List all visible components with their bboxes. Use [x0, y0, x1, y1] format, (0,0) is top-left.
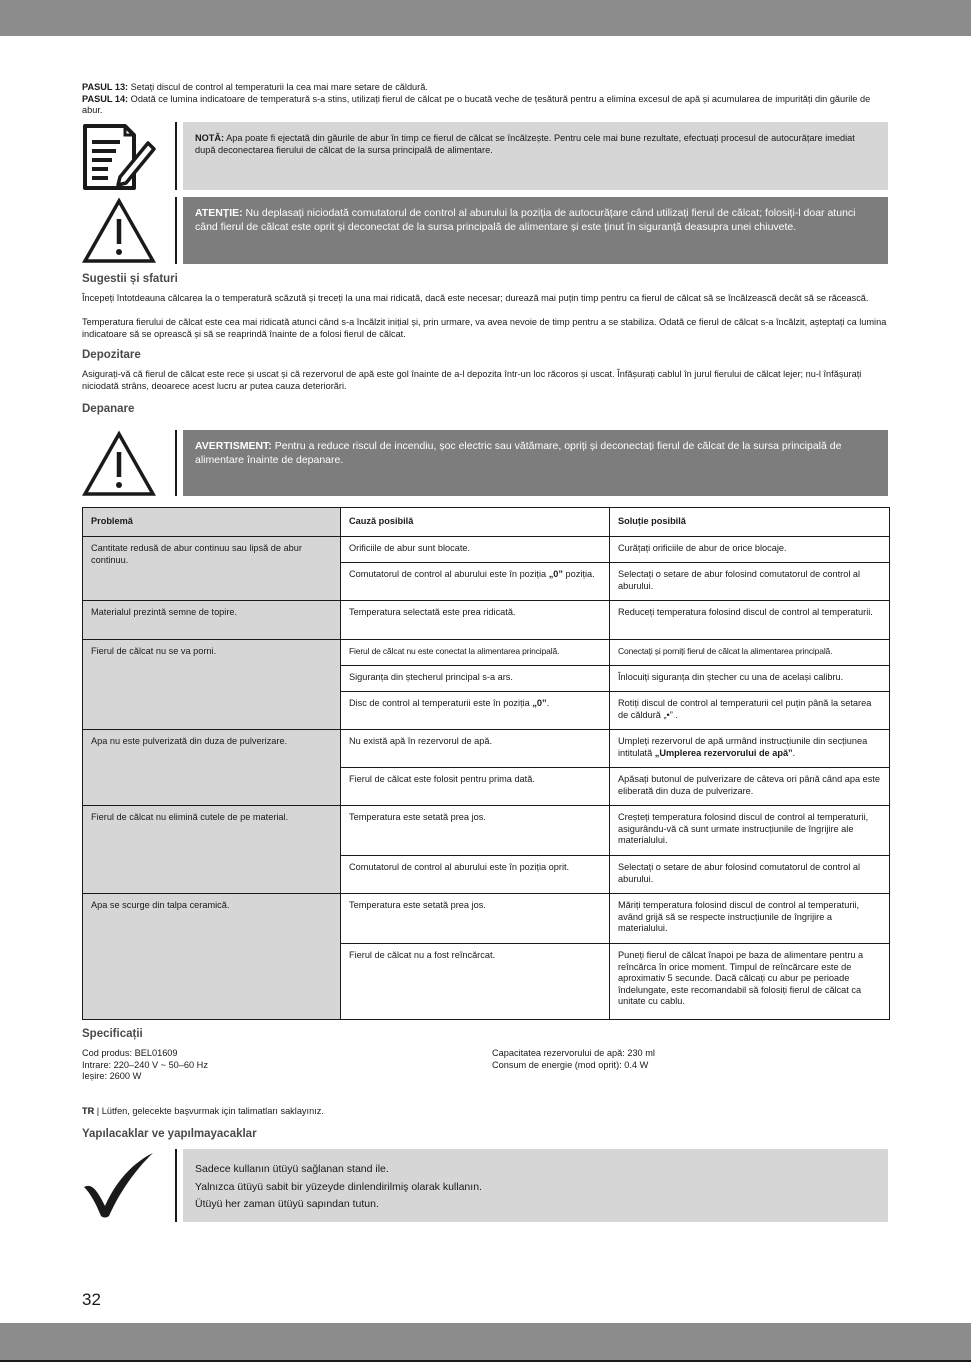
troubleshooting-table: [82, 507, 890, 1020]
cause-cell: Fierul de călcat este folosit pentru prima dată.: [341, 768, 610, 806]
specs-left: [82, 1048, 462, 1083]
dos-divider: [175, 1149, 177, 1222]
problem-cell: Materialul prezintă semne de topire.: [83, 601, 341, 640]
cause-cell: Disc de control al temperaturii este în poziția „0”.: [341, 692, 610, 730]
tips-paragraph-2: Temperatura fierului de călcat este cea mai ridicată atunci când s-a încălzit inițial și, prin urmare, va avea nevoie de timp pentru a se stabiliza. Odată ce fierul de călcat s-a încălzit, așteptați ca lumina indicatoare să se oprească și să se reaprindă înainte de a folosi fierul de călcat.: [82, 317, 887, 339]
note-text: NOTĂ: Apa poate fi ejectată din găurile de abur în timp ce fierul de călcat se încălzește. Pentru cele mai bune rezultate, efectuați procesul de autocurățare imediat după deconectarea fierului de călcat de la sursa principală de alimentare.: [195, 133, 855, 155]
warning-notice: [82, 430, 888, 496]
cause-cell: Temperatura este setată prea jos.: [341, 806, 610, 856]
tr-heading: Yapılacaklar ve yapılmayacaklar: [82, 1128, 257, 1140]
solution-cell: Apăsați butonul de pulverizare de câteva ori până când apa este eliberată din duza de pulverizare.: [610, 768, 890, 806]
note-pencil-icon: [82, 122, 156, 190]
problem-cell: Apa se scurge din talpa ceramică.: [83, 894, 341, 1020]
note-divider: [175, 122, 177, 190]
solution-cell: Selectați o setare de abur folosind comutatorul de control al aburului.: [610, 563, 890, 601]
solution-cell: Puneți fierul de călcat înapoi pe baza de alimentare pentru a reîncărca în orice moment. Timpul de reîncărcare este de aproximativ 5 secunde. Dacă călcați cu abur pe perioade îndelungate, este recomandabil să folosiți fierul de călcat ca unitate cu cablu.: [610, 944, 890, 1020]
cause-cell: Fierul de călcat nu este conectat la alimentarea principală.: [341, 640, 610, 666]
problem-cell: Fierul de călcat nu elimină cutele de pe material.: [83, 806, 341, 894]
solution-cell: Conectați și porniți fierul de călcat la alimentarea principală.: [610, 640, 890, 666]
table-row: [83, 730, 890, 768]
cause-cell: Nu există apă în rezervorul de apă.: [341, 730, 610, 768]
table-row: [83, 806, 890, 856]
storage-paragraph: Asigurați-vă că fierul de călcat este rece și uscat și că rezervorul de apă este gol înainte de a-l depozita într-un loc răcoros și uscat. Înfășurați cablul în jurul fierului de călcat lejer; nu-l înfășurați niciodată strâns, deoarece acest lucru ar putea cauza deteriorări.: [82, 369, 862, 391]
solution-cell: Măriți temperatura folosind discul de control al temperaturii, având grijă să se respecte instrucțiunile de îngrijire a materialului.: [610, 894, 890, 944]
dos-line: Ütüyü her zaman ütüyü sapından tutun.: [195, 1198, 379, 1210]
cause-cell: Orificiile de abur sunt blocate.: [341, 537, 610, 563]
warning-text: AVERTISMENT: Pentru a reduce riscul de incendiu, șoc electric sau vătămare, opriți și deconectați fierul de călcat de la sursa principală de alimentare înainte de depanare.: [195, 440, 842, 466]
page-number: 32: [82, 1290, 101, 1309]
caution-text: ATENȚIE: Nu deplasați niciodată comutatorul de control al aburului la poziția de autocurățare când utilizați fierul de călcat; folosiți-l doar atunci când fierul de călcat este oprit și deconectat de la sursa principală de alimentare și este ținut în siguranță deasupra unei chiuvete.: [195, 207, 856, 233]
caution-notice: [82, 197, 888, 264]
header-problem: Problemă: [83, 508, 341, 537]
storage-heading: Depozitare: [82, 349, 141, 361]
cause-cell: Temperatura selectată este prea ridicată.: [341, 601, 610, 640]
specs-right: [492, 1048, 872, 1071]
solution-cell: Curățați orificiile de abur de orice blocaje.: [610, 537, 890, 563]
spec-line: Ieșire: 2600 W: [82, 1071, 142, 1081]
cause-cell: Fierul de călcat nu a fost reîncărcat.: [341, 944, 610, 1020]
solution-cell: Umpleți rezervorul de apă urmând instrucțiunile din secțiunea intitulată „Umplerea rezervorului de apă”.: [610, 730, 890, 768]
tr-intro: TR | Lütfen, gelecekte başvurmak için talimatları saklayınız.: [82, 1106, 324, 1116]
cause-cell: Comutatorul de control al aburului este în poziția „0” poziția.: [341, 563, 610, 601]
table-row: [83, 640, 890, 666]
dos-line: Yalnızca ütüyü sabit bir yüzeyde dinlendirilmiş olarak kullanın.: [195, 1180, 482, 1193]
caution-box: [183, 197, 888, 264]
table-row: [83, 601, 890, 640]
dos-box: [183, 1149, 888, 1222]
spec-line: Cod produs: BEL01609: [82, 1048, 178, 1058]
dos-notice: [82, 1149, 888, 1222]
warning-triangle-icon: [82, 430, 156, 498]
solution-cell: Reduceți temperatura folosind discul de control al temperaturii.: [610, 601, 890, 640]
problem-cell: Apa nu este pulverizată din duza de pulverizare.: [83, 730, 341, 806]
table-row: [83, 537, 890, 563]
warning-triangle-icon: [82, 197, 156, 265]
spec-line: Intrare: 220–240 V ~ 50–60 Hz: [82, 1059, 208, 1070]
top-band: [0, 0, 971, 36]
troubleshooting-heading: Depanare: [82, 403, 135, 415]
solution-cell: Creșteți temperatura folosind discul de control al temperaturii, asigurându-vă că sunt urmate instrucțiunile de îngrijire ale materialului.: [610, 806, 890, 856]
problem-cell: Cantitate redusă de abur continuu sau lipsă de abur continuu.: [83, 537, 341, 601]
tips-paragraph-1: Începeți întotdeauna călcarea la o temperatură scăzută și treceți la una mai ridicată, dacă este necesar; durează mai puțin timp pentru ca fierul de călcat să se încălzească decât să se răcească.: [82, 293, 869, 303]
header-cause: Cauză posibilă: [341, 508, 610, 537]
bottom-band: [0, 1323, 971, 1362]
solution-cell: Rotiți discul de control al temperaturii cel puțin până la setarea de căldură „•” .: [610, 692, 890, 730]
dos-line: Sadece kullanın ütüyü sağlanan stand ile.: [195, 1163, 389, 1175]
step-13: PASUL 13: Setați discul de control al temperaturii la cea mai mare setare de căldură.: [82, 82, 428, 92]
checkmark-icon: [82, 1151, 156, 1219]
solution-cell: Selectați o setare de abur folosind comutatorul de control al aburului.: [610, 856, 890, 894]
problem-cell: Fierul de călcat nu se va porni.: [83, 640, 341, 730]
tips-heading: Sugestii și sfaturi: [82, 273, 178, 285]
cause-cell: Temperatura este setată prea jos.: [341, 894, 610, 944]
step-14: PASUL 14: Odată ce lumina indicatoare de temperatură s-a stins, utilizați fierul de călcat pe o bucată veche de țesătură pentru a elimina excesul de apă și acumularea de impurități din găurile de abur.: [82, 93, 871, 115]
table-row: [83, 894, 890, 944]
header-solution: Soluție posibilă: [610, 508, 890, 537]
table-header-row: [83, 508, 890, 537]
caution-divider: [175, 197, 177, 264]
warning-box: [183, 430, 888, 496]
note-notice: [82, 122, 888, 190]
note-box: [183, 122, 888, 190]
solution-cell: Înlocuiți siguranța din ștecher cu una de același calibru.: [610, 666, 890, 692]
steps-block: [82, 82, 890, 117]
spec-line: Capacitatea rezervorului de apă: 230 ml: [492, 1048, 655, 1058]
cause-cell: Siguranța din ștecherul principal s-a ars.: [341, 666, 610, 692]
warning-divider: [175, 430, 177, 496]
specs-heading: Specificații: [82, 1028, 143, 1040]
spec-line: Consum de energie (mod oprit): 0.4 W: [492, 1059, 649, 1070]
cause-cell: Comutatorul de control al aburului este în poziția oprit.: [341, 856, 610, 894]
